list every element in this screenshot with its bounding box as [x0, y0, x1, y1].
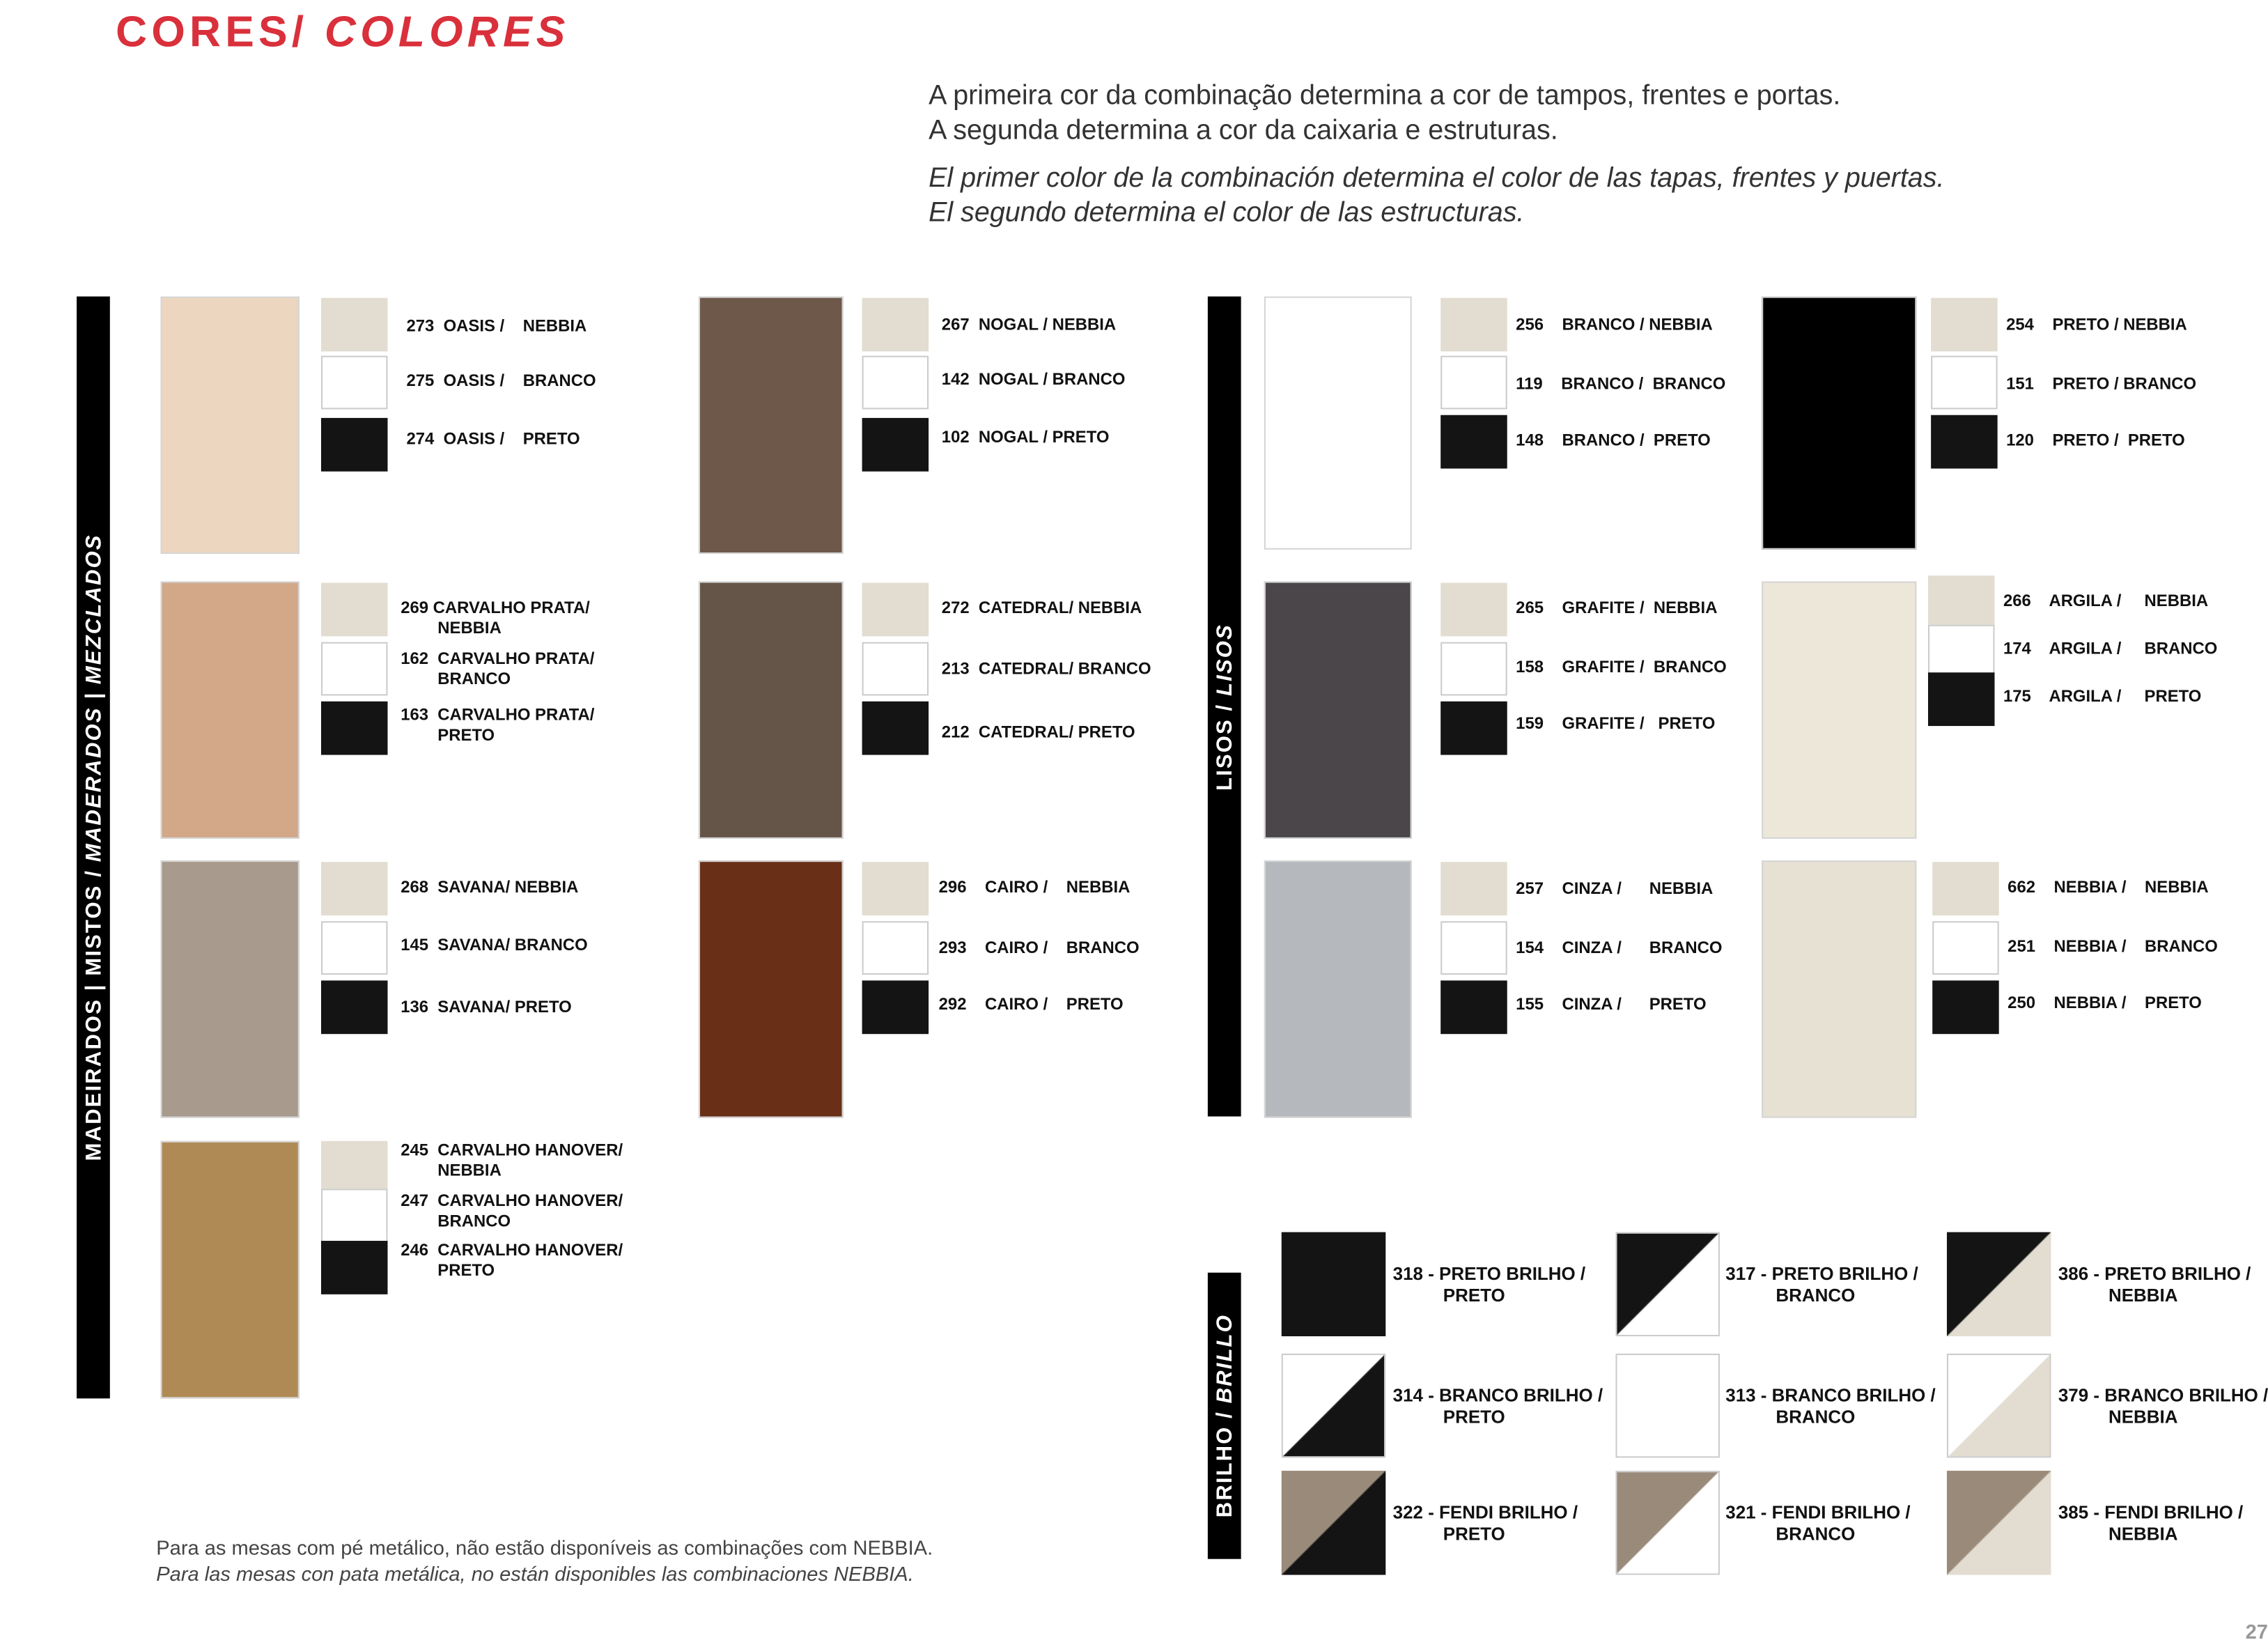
madeirado-carvalho-hanover-label-0: 245 CARVALHO HANOVER/ NEBBIA: [401, 1142, 623, 1180]
section-label-madeirados: MADEIRADOS | MISTOS / MADERADOS | MEZCLADOS: [81, 534, 106, 1161]
liso-preto-label-0: 254 PRETO / NEBBIA: [2006, 316, 2187, 334]
liso-nebbia-chip-0: [1932, 862, 1999, 915]
liso-argila-chip-0: [1928, 575, 1995, 629]
madeirado-oasis-chip-1: [321, 356, 388, 410]
madeirado-cairo-label-2: 292 CAIRO / PRETO: [938, 996, 1124, 1014]
madeirado-oasis-chip-0: [321, 298, 388, 352]
liso-branco-texture: [1264, 297, 1412, 550]
liso-cinza-texture: [1264, 860, 1412, 1117]
brilho-313-swatch: [1615, 1354, 1720, 1457]
intro-es-line-2: El segundo determina el color de las estructuras.: [929, 198, 1525, 229]
brilho-317-swatch: [1615, 1232, 1720, 1336]
brilho-386-swatch: [1947, 1232, 2051, 1336]
brilho-321-label: 321 - FENDI BRILHO / BRANCO: [1725, 1502, 1911, 1545]
madeirado-savana-label-0: 268 SAVANA/ NEBBIA: [401, 879, 579, 897]
brilho-314-label: 314 - BRANCO BRILHO / PRETO: [1392, 1385, 1603, 1428]
madeirado-cairo-label-1: 293 CAIRO / BRANCO: [938, 940, 1140, 958]
madeirado-nogal-chip-0: [862, 298, 929, 352]
section-bar-lisos: [1208, 297, 1241, 1117]
liso-branco-chip-1: [1440, 356, 1507, 410]
madeirado-carvalho-prata-label-1: 162 CARVALHO PRATA/ BRANCO: [401, 651, 595, 689]
madeirado-savana-texture: [160, 860, 299, 1117]
brilho-322-swatch: [1282, 1471, 1386, 1575]
liso-argila-label-0: 266 ARGILA / NEBBIA: [2003, 593, 2209, 610]
liso-argila-label-1: 174 ARGILA / BRANCO: [2003, 640, 2218, 658]
page-title: CORES/ COLORES: [116, 8, 570, 56]
liso-argila-chip-2: [1928, 672, 1995, 726]
madeirado-cairo-chip-2: [862, 980, 929, 1034]
madeirado-carvalho-hanover-chip-0: [321, 1141, 388, 1195]
section-label-brilho: BRILHO / BRILLO: [1212, 1314, 1237, 1518]
madeirado-nogal-chip-2: [862, 418, 929, 472]
liso-branco-label-2: 148 BRANCO / PRETO: [1516, 432, 1711, 450]
madeirado-nogal-chip-1: [862, 356, 929, 410]
madeirado-cairo-label-0: 296 CAIRO / NEBBIA: [938, 879, 1131, 897]
madeirado-carvalho-hanover-chip-2: [321, 1241, 388, 1294]
madeirado-nogal-label-0: 267 NOGAL / NEBBIA: [941, 316, 1117, 334]
madeirado-carvalho-prata-label-0: 269 CARVALHO PRATA/ NEBBIA: [401, 600, 590, 638]
liso-preto-label-1: 151 PRETO / BRANCO: [2006, 376, 2197, 394]
liso-cinza-chip-1: [1440, 921, 1507, 975]
liso-cinza-label-1: 154 CINZA / BRANCO: [1516, 940, 1723, 958]
liso-grafite-chip-1: [1440, 642, 1507, 696]
intro-es-line-1: El primer color de la combinación determina el color de las tapas, frentes y puertas.: [929, 163, 1945, 194]
section-bar-brilho: [1208, 1273, 1241, 1559]
brilho-379-swatch: [1947, 1354, 2051, 1457]
liso-cinza-label-0: 257 CINZA / NEBBIA: [1516, 881, 1714, 899]
intro-pt-line-1: A primeira cor da combinação determina a cor de tampos, frentes e portas.: [929, 81, 1841, 111]
brilho-385-label: 385 - FENDI BRILHO / NEBBIA: [2058, 1502, 2244, 1545]
madeirado-nogal-label-1: 142 NOGAL / BRANCO: [941, 371, 1126, 389]
madeirado-nogal-label-2: 102 NOGAL / PRETO: [941, 429, 1110, 447]
madeirado-oasis-chip-2: [321, 418, 388, 472]
madeirado-oasis-label-1: 275 OASIS / BRANCO: [406, 373, 596, 391]
brilho-321-swatch: [1615, 1471, 1720, 1575]
madeirado-savana-chip-0: [321, 862, 388, 915]
madeirado-nogal-texture: [699, 297, 844, 554]
liso-nebbia-chip-2: [1932, 980, 1999, 1034]
brilho-385-swatch: [1947, 1471, 2051, 1575]
madeirado-carvalho-hanover-label-2: 246 CARVALHO HANOVER/ PRETO: [401, 1242, 623, 1281]
footnote-pt: Para as mesas com pé metálico, não estão disponíveis as combinações com NEBBIA.: [156, 1535, 933, 1559]
brilho-318-swatch: [1282, 1232, 1386, 1336]
madeirado-carvalho-prata-chip-0: [321, 583, 388, 637]
liso-grafite-label-1: 158 GRAFITE / BRANCO: [1516, 659, 1727, 677]
liso-argila-texture: [1762, 581, 1916, 838]
madeirado-carvalho-hanover-label-1: 247 CARVALHO HANOVER/ BRANCO: [401, 1193, 623, 1231]
madeirado-catedral-label-2: 212 CATEDRAL/ PRETO: [941, 724, 1135, 742]
liso-cinza-chip-0: [1440, 862, 1507, 915]
liso-cinza-label-2: 155 CINZA / PRETO: [1516, 996, 1707, 1014]
madeirado-cairo-chip-0: [862, 862, 929, 915]
liso-grafite-texture: [1264, 581, 1412, 838]
liso-preto-texture: [1762, 297, 1916, 550]
liso-branco-label-0: 256 BRANCO / NEBBIA: [1516, 316, 1713, 334]
liso-branco-label-1: 119 BRANCO / BRANCO: [1516, 376, 1726, 394]
madeirado-carvalho-hanover-texture: [160, 1141, 299, 1398]
madeirado-catedral-label-0: 272 CATEDRAL/ NEBBIA: [941, 600, 1142, 618]
brilho-314-swatch: [1282, 1354, 1386, 1457]
liso-nebbia-chip-1: [1932, 921, 1999, 975]
liso-preto-label-2: 120 PRETO / PRETO: [2006, 432, 2185, 450]
footnote-es: Para las mesas con pata metálica, no están disponibles las combinaciones NEBBIA.: [156, 1561, 914, 1586]
madeirado-catedral-texture: [699, 581, 844, 838]
madeirado-carvalho-prata-chip-2: [321, 702, 388, 755]
liso-grafite-label-0: 265 GRAFITE / NEBBIA: [1516, 600, 1718, 618]
madeirado-catedral-chip-1: [862, 642, 929, 696]
liso-nebbia-label-2: 250 NEBBIA / PRETO: [2007, 995, 2202, 1013]
brilho-317-label: 317 - PRETO BRILHO / BRANCO: [1725, 1264, 1918, 1306]
liso-preto-chip-0: [1931, 298, 1998, 352]
brilho-379-label: 379 - BRANCO BRILHO / NEBBIA: [2058, 1385, 2268, 1428]
madeirado-catedral-chip-2: [862, 702, 929, 755]
liso-branco-chip-2: [1440, 415, 1507, 469]
liso-preto-chip-1: [1931, 356, 1998, 410]
madeirado-catedral-chip-0: [862, 583, 929, 637]
madeirado-savana-chip-1: [321, 921, 388, 975]
liso-cinza-chip-2: [1440, 980, 1507, 1034]
madeirado-oasis-label-0: 273 OASIS / NEBBIA: [406, 318, 587, 336]
brilho-318-label: 318 - PRETO BRILHO / PRETO: [1392, 1264, 1586, 1306]
madeirado-oasis-label-2: 274 OASIS / PRETO: [406, 431, 580, 449]
madeirado-catedral-label-1: 213 CATEDRAL/ BRANCO: [941, 660, 1151, 679]
liso-preto-chip-2: [1931, 415, 1998, 469]
intro-pt-line-2: A segunda determina a cor da caixaria e estruturas.: [929, 116, 1558, 146]
liso-nebbia-label-0: 662 NEBBIA / NEBBIA: [2007, 879, 2209, 897]
madeirado-carvalho-prata-texture: [160, 581, 299, 838]
madeirado-cairo-chip-1: [862, 921, 929, 975]
liso-grafite-label-2: 159 GRAFITE / PRETO: [1516, 715, 1716, 734]
liso-argila-chip-1: [1928, 625, 1995, 679]
section-bar-madeirados: [77, 297, 110, 1399]
madeirado-oasis-texture: [160, 297, 299, 554]
brilho-313-label: 313 - BRANCO BRILHO / BRANCO: [1725, 1385, 1936, 1428]
page-number: 27: [2245, 1619, 2268, 1640]
madeirado-cairo-texture: [699, 860, 844, 1117]
brilho-322-label: 322 - FENDI BRILHO / PRETO: [1392, 1502, 1578, 1545]
madeirado-savana-chip-2: [321, 980, 388, 1034]
madeirado-carvalho-prata-chip-1: [321, 642, 388, 696]
liso-argila-label-2: 175 ARGILA / PRETO: [2003, 688, 2202, 706]
madeirado-savana-label-2: 136 SAVANA/ PRETO: [401, 999, 572, 1017]
madeirado-carvalho-prata-label-2: 163 CARVALHO PRATA/ PRETO: [401, 707, 595, 745]
liso-grafite-chip-0: [1440, 583, 1507, 637]
brilho-386-label: 386 - PRETO BRILHO / NEBBIA: [2058, 1264, 2251, 1306]
liso-nebbia-label-1: 251 NEBBIA / BRANCO: [2007, 938, 2218, 957]
liso-branco-chip-0: [1440, 298, 1507, 352]
section-label-lisos: LISOS / LISOS: [1212, 623, 1237, 790]
liso-nebbia-texture: [1762, 860, 1916, 1117]
madeirado-savana-label-1: 145 SAVANA/ BRANCO: [401, 937, 588, 955]
liso-grafite-chip-2: [1440, 702, 1507, 755]
madeirado-carvalho-hanover-chip-1: [321, 1189, 388, 1242]
